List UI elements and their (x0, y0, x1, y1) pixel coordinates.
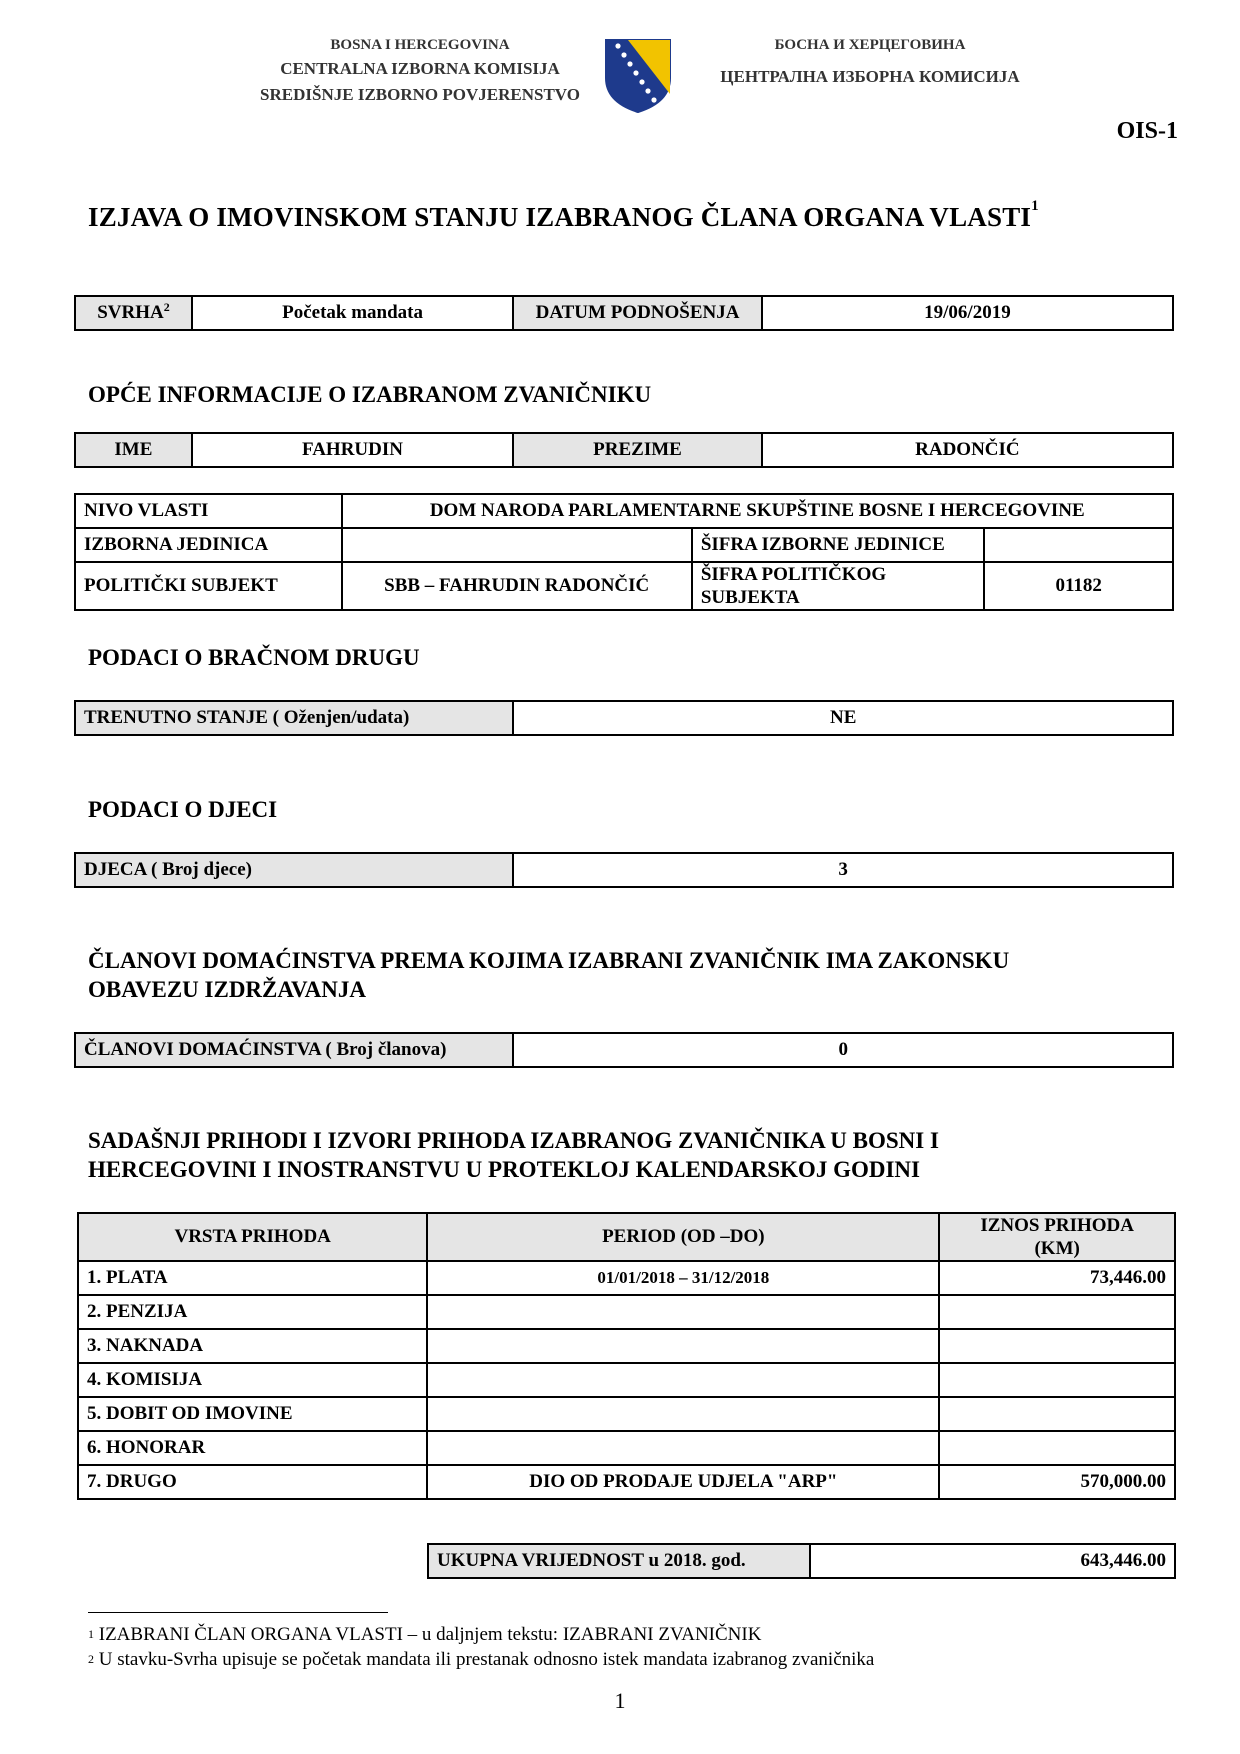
authority-level-value: DOM NARODA PARLAMENTARNE SKUPŠTINE BOSNE I HERCEGOVINE (342, 494, 1173, 528)
income-heading-line1: SADAŠNJI PRIHODI I IZVORI PRIHODA IZABRANOG ZVANIČNIKA U BOSNI I (88, 1128, 939, 1153)
electoral-unit-label: IZBORNA JEDINICA (75, 528, 342, 562)
table-row (78, 1397, 1175, 1431)
electoral-unit-value (342, 528, 692, 562)
income-col-period: PERIOD (OD –DO) (427, 1213, 939, 1261)
children-heading: PODACI O DJECI (88, 797, 278, 822)
income-heading-line2: HERCEGOVINI I INOSTRANSTVU U PROTEKLOJ KALENDARSKOJ GODINI (88, 1157, 920, 1182)
income-amount: 73,446.00 (939, 1261, 1175, 1295)
spouse-heading: PODACI O BRAČNOM DRUGU (88, 645, 420, 670)
general-info-heading: OPĆE INFORMACIJE O IZABRANOM ZVANIČNIKU (88, 382, 652, 407)
household-heading-line2: OBAVEZU IZDRŽAVANJA (88, 977, 366, 1002)
household-table (74, 1032, 1174, 1068)
income-table (77, 1212, 1176, 1500)
table-row (78, 1465, 1175, 1499)
page-number: 1 (614, 1688, 626, 1713)
purpose-table (74, 295, 1174, 331)
income-col-amount (939, 1213, 1175, 1261)
income-amount (939, 1329, 1175, 1363)
income-total-table (427, 1543, 1176, 1579)
political-party-value: SBB – FAHRUDIN RADONČIĆ (342, 562, 692, 610)
table-row (78, 1329, 1175, 1363)
footnote-divider (88, 1612, 388, 1613)
page-title (88, 198, 1039, 233)
household-members-label: ČLANOVI DOMAĆINSTVA ( Broj članova) (75, 1033, 513, 1067)
table-row (78, 1431, 1175, 1465)
electoral-unit-code-label: ŠIFRA IZBORNE JEDINICE (692, 528, 985, 562)
form-code: OIS-1 (1116, 118, 1178, 144)
income-period (427, 1329, 939, 1363)
income-type: 6. HONORAR (78, 1431, 427, 1465)
table-row (78, 1363, 1175, 1397)
income-period (427, 1295, 939, 1329)
purpose-value: Početak mandata (192, 296, 513, 330)
last-name-label: PREZIME (513, 433, 762, 467)
purpose-label: SVRHA (97, 302, 164, 323)
income-type: 1. PLATA (78, 1261, 427, 1295)
page-title-text: IZJAVA O IMOVINSKOM STANJU IZABRANOG ČLANA ORGANA VLASTI (88, 202, 1032, 232)
income-period (427, 1431, 939, 1465)
footnote-1 (88, 1622, 761, 1647)
income-period (427, 1397, 939, 1431)
footnote-1-mark: 1 (88, 1627, 94, 1641)
purpose-footnote-mark: 2 (163, 300, 170, 314)
income-period: 01/01/2018 – 31/12/2018 (427, 1261, 939, 1295)
income-col-amount-line1: IZNOS PRIHODA (980, 1215, 1134, 1236)
income-period: DIO OD PRODAJE UDJELA "ARP" (427, 1465, 939, 1499)
submission-date-value: 19/06/2019 (762, 296, 1173, 330)
table-row (78, 1261, 1175, 1295)
income-type: 4. KOMISIJA (78, 1363, 427, 1397)
political-party-code-value: 01182 (984, 562, 1173, 610)
first-name-value: FAHRUDIN (192, 433, 513, 467)
first-name-label: IME (75, 433, 192, 467)
income-amount (939, 1363, 1175, 1397)
children-table (74, 852, 1174, 888)
spouse-table (74, 700, 1174, 736)
purpose-label-cell (75, 296, 192, 330)
table-row (78, 1295, 1175, 1329)
children-count-value: 3 (513, 853, 1173, 887)
income-col-amount-line2: (KM) (1034, 1238, 1080, 1259)
income-type: 2. PENZIJA (78, 1295, 427, 1329)
income-type: 3. NAKNADA (78, 1329, 427, 1363)
header-commission-latin: CENTRALNA IZBORNA KOMISIJA (280, 59, 560, 78)
submission-date-label: DATUM PODNOŠENJA (513, 296, 762, 330)
income-total-label: UKUPNA VRIJEDNOST u 2018. god. (428, 1544, 810, 1578)
name-table (74, 432, 1174, 468)
footnote-2-text: U stavku-Svrha upisuje se početak mandata ili prestanak odnosno istek mandata izabranog zvaničnika (98, 1649, 875, 1670)
household-members-value: 0 (513, 1033, 1173, 1067)
header-country-cyrillic: БОСНА И ХЕРЦЕГОВИНА (774, 37, 966, 53)
income-total-value: 643,446.00 (810, 1544, 1175, 1578)
footnote-2-mark: 2 (88, 1652, 94, 1666)
electoral-unit-code-value (984, 528, 1173, 562)
political-party-label: POLITIČKI SUBJEKT (75, 562, 342, 610)
income-amount: 570,000.00 (939, 1465, 1175, 1499)
income-period (427, 1363, 939, 1397)
last-name-value: RADONČIĆ (762, 433, 1173, 467)
header-left (230, 34, 610, 108)
header-country-latin: BOSNA I HERCEGOVINA (330, 37, 510, 53)
income-amount (939, 1295, 1175, 1329)
children-count-label: DJECA ( Broj djece) (75, 853, 513, 887)
political-party-code-label-line1: ŠIFRA POLITIČKOG (700, 564, 887, 585)
income-heading (88, 1126, 939, 1184)
income-amount (939, 1397, 1175, 1431)
header-right (680, 34, 1060, 94)
spouse-status-value: NE (513, 701, 1173, 735)
political-party-code-label-line2: SUBJEKTA (700, 587, 800, 608)
footnote-1-text: IZABRANI ČLAN ORGANA VLASTI – u daljnjem tekstu: IZABRANI ZVANIČNIK (98, 1624, 762, 1645)
authority-level-label: NIVO VLASTI (75, 494, 342, 528)
footnote-2 (88, 1647, 874, 1672)
title-footnote-mark: 1 (1031, 198, 1039, 214)
household-heading (88, 946, 1009, 1004)
income-type: 5. DOBIT OD IMOVINE (78, 1397, 427, 1431)
authority-table (74, 493, 1174, 611)
income-amount (939, 1431, 1175, 1465)
household-heading-line1: ČLANOVI DOMAĆINSTVA PREMA KOJIMA IZABRANI ZVANIČNIK IMA ZAKONSKU (88, 948, 1010, 973)
income-col-type: VRSTA PRIHODA (78, 1213, 427, 1261)
political-party-code-label (692, 562, 985, 610)
header-commission-croatian: SREDIŠNJE IZBORNO POVJERENSTVO (260, 85, 580, 104)
spouse-status-label: TRENUTNO STANJE ( Oženjen/udata) (75, 701, 513, 735)
income-type: 7. DRUGO (78, 1465, 427, 1499)
header-commission-cyrillic: ЦЕНТРАЛНА ИЗБОРНА КОМИСИЈА (720, 67, 1020, 86)
coat-of-arms-icon (604, 38, 672, 114)
